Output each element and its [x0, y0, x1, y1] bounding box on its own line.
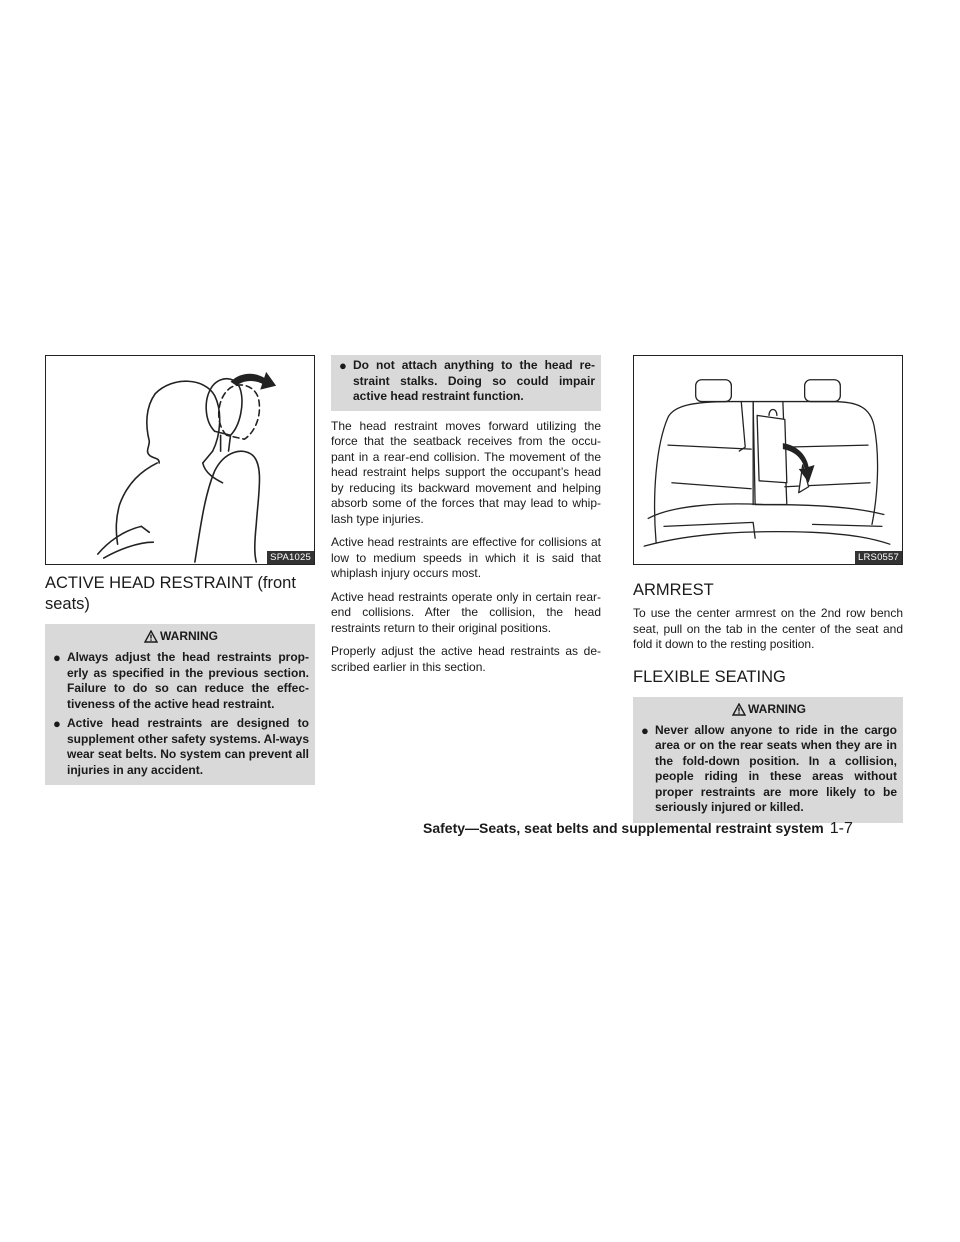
page-number: 1-7: [829, 820, 853, 837]
warning-heading: WARNING: [53, 626, 309, 646]
head-restraint-illustration: [46, 356, 314, 564]
paragraph: Active head restraints are effective for collisions at low to medium speeds in which it is said that whiplash injury occurs most.: [331, 535, 601, 580]
warning-item: ● Active head restraints are designed to supplement other safety systems. Al-ways wear seat belts. No system can prevent all injuries in any accident.: [53, 716, 309, 777]
bullet-icon: ●: [641, 722, 649, 738]
page-footer: [423, 820, 853, 838]
warning-item: ● Do not attach anything to the head re-straint stalks. Doing so could impair active head restraint function.: [339, 358, 595, 403]
armrest-figure: [633, 355, 903, 565]
bullet-icon: ●: [53, 716, 61, 731]
column-right: [633, 355, 903, 823]
warning-triangle-icon: [144, 630, 158, 643]
chapter-title: Safety—Seats, seat belts and supplemental restraint system: [423, 820, 824, 836]
figure-code: LRS0557: [855, 551, 902, 564]
warning-item: ● Never allow anyone to ride in the cargo area or on the rear seats when they are in the fold-down position. In a collision, people riding in these areas without proper restraints are more likely to be seriously injured or killed.: [641, 722, 897, 814]
warning-heading: WARNING: [641, 699, 897, 719]
paragraph: Properly adjust the active head restraints as de-scribed earlier in this section.: [331, 644, 601, 674]
warning-item: ● Always adjust the head restraints prop-erly as specified in the previous section. Failure to do so can reduce the effec-tiveness of the active head restraint.: [53, 650, 309, 711]
section-title-flexible-seating: FLEXIBLE SEATING: [633, 667, 786, 686]
head-restraint-figure: [45, 355, 315, 565]
column-left: [45, 355, 315, 785]
paragraph: Active head restraints operate only in certain rear-end collisions. After the collision, the head restraints return to their original positions.: [331, 589, 601, 635]
paragraph: To use the center armrest on the 2nd row bench seat, pull on the tab in the center of the seat and fold it down to the resting position.: [633, 606, 903, 651]
bullet-icon: ●: [339, 358, 347, 373]
warning-box: [45, 624, 315, 785]
warning-triangle-icon: [732, 703, 746, 716]
armrest-illustration: [634, 356, 902, 564]
section-title-armrest: ARMREST: [633, 581, 714, 599]
warning-box: [633, 697, 903, 823]
bullet-icon: ●: [53, 650, 61, 665]
figure-code: SPA1025: [267, 551, 314, 564]
section-title-active-head: ACTIVE HEAD RESTRAINT (front seats): [45, 574, 296, 613]
column-middle: [331, 355, 601, 675]
warning-box-continued: [331, 355, 601, 411]
paragraph: The head restraint moves forward utilizing the force that the seatback receives from the occu-pant in a rear-end collision. The movement of the head restraint helps support the occupant’s head by reducing its backward movement and helping absorb some of the forces that may lead to whip-lash type injuries.: [331, 418, 601, 526]
